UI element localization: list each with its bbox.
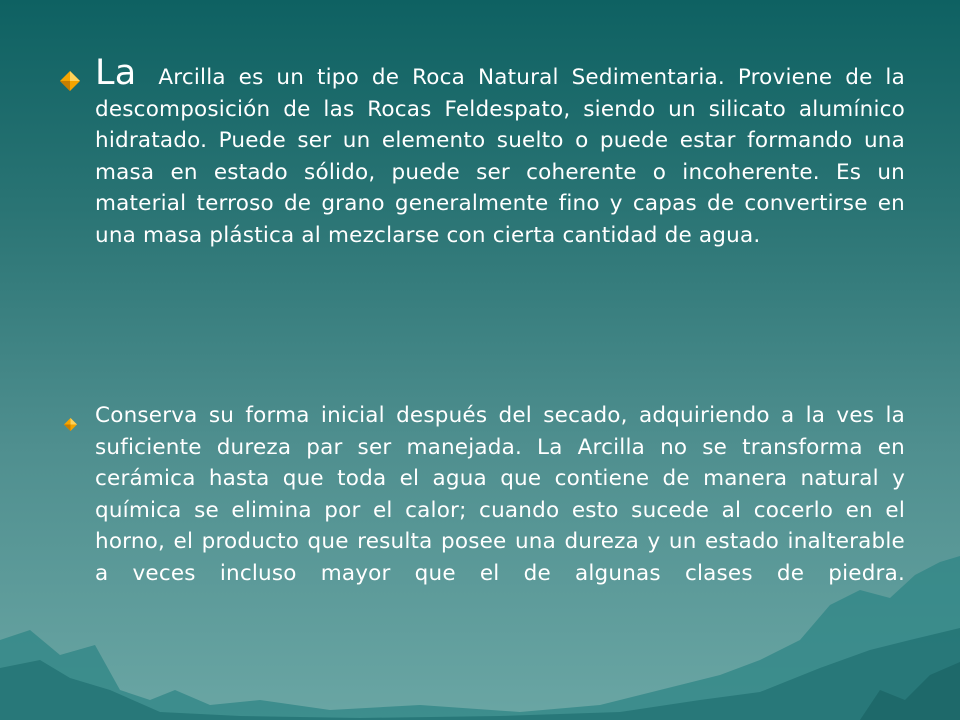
paragraph-lead-word: La — [95, 53, 137, 93]
paragraph-body: Arcilla es un tipo de Roca Natural Sedimentaria. Proviene de la descomposición de las Rocas Feldespato, siendo un silicato alumínico hidratado. Puede ser un elemento suelto o puede estar formando una masa en estado sólido, puede ser coherente o incoherente. Es un material terroso de grano generalmente fino y capas de convertirse en una masa plástica al mezclarse con cierta cantidad de agua. — [95, 65, 905, 248]
paragraph-body: Conserva su forma inicial después del secado, adquiriendo a la ves la suficiente dureza par ser manejada. La Arcilla no se transforma en cerámica hasta que toda el agua que contiene de manera natural y química se elimina por el calor; cuando esto sucede al cocerlo en el horno, el producto que resulta posee una dureza y un estado inalterable a veces incluso mayor que el de algunas clases de piedra. — [95, 403, 905, 586]
diamond-bullet-icon — [60, 71, 80, 91]
paragraph-arcilla-properties — [95, 400, 905, 589]
paragraph-arcilla-definition — [95, 53, 905, 251]
diamond-bullet-icon — [64, 418, 77, 431]
